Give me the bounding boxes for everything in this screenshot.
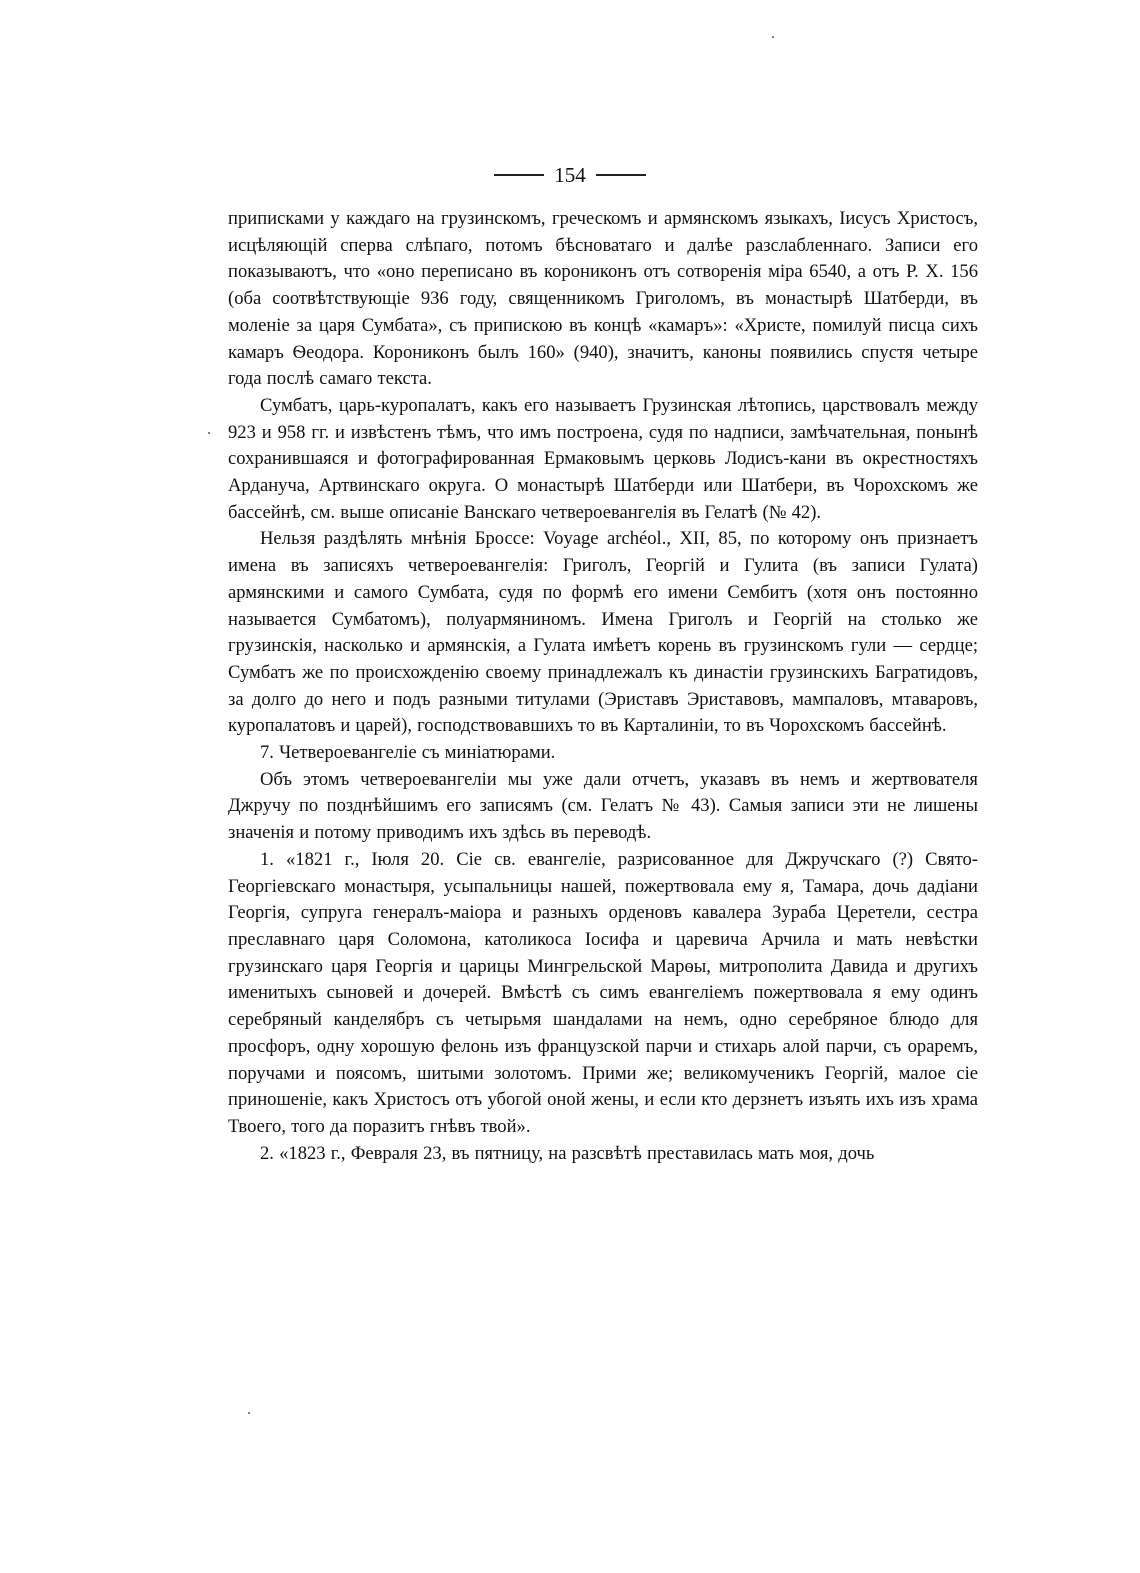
paragraph-3: Нельзя раздѣлять мнѣнія Броссе: Voyage archéol., XII, 85, по которому онъ признаетъ имена въ записяхъ четвероевангелія: Григолъ, Георгій и Гулита (въ записи Гулата) армянскими и самого Сумбата, судя по формѣ его имени Сембитъ (хотя онъ постоянно называется Сумбатомъ), полуармяниномъ. Имена Григолъ и Георгій на столько же грузинскія, насколько и армянскія, а Гулата имѣетъ корень въ грузинскомъ гули — сердце; Сумбатъ же по происхожденію своему принадлежалъ къ династіи грузинскихъ Багратидовъ, за долго до него и подъ разными титулами (Эриставъ Эриставовъ, мампаловъ, мтаваровъ, куропалатовъ и царей), господствовавшихъ то въ Карталиніи, то въ Чорохскомъ бассейнѣ. — [228, 528, 978, 737]
scan-speck — [248, 1412, 250, 1414]
paragraph-1: приписками у каждаго на грузинскомъ, греческомъ и армянскомъ языкахъ, Іисусъ Христосъ, исцѣляющій сперва слѣпаго, потомъ бѣсноватаго и далѣе разслабленнаго. Записи его показываютъ, что «оно переписано въ корониконъ отъ сотворенія міра 6540, а отъ Р. Х. 156 (оба соотвѣтствующіе 936 году, священникомъ Григоломъ, въ монастырѣ Шатберди, въ моленіе за царя Сумбата», съ припискою въ концѣ «камаръ»: «Христе, помилуй писца сихъ камаръ Ѳеодора. Корониконъ былъ 160» (940), значитъ, каноны появились спустя четыре года послѣ самаго текста. — [228, 208, 978, 390]
page-header — [0, 160, 1140, 190]
header-rule-left — [494, 174, 544, 176]
paragraph-6: 2. «1823 г., Февраля 23, въ пятницу, на разсвѣтѣ преставилась мать моя, дочь — [260, 1142, 875, 1164]
paragraph-2: Сумбатъ, царь-куропалатъ, какъ его называетъ Грузинская лѣтопись, царствовалъ между 923 и 958 гг. и извѣстенъ тѣмъ, что имъ построена, судя по надписи, замѣчательная, понынѣ сохранившаяся и фотографированная Ермаковымъ церковь Лодисъ-кани въ окрестностяхъ Ардануча, Артвинскаго округа. О монастырѣ Шатберди или Шатбери, въ Чорохскомъ же бассейнѣ, см. выше описаніе Ванскаго четвероевангелія въ Гелатѣ (№ 42). — [228, 394, 978, 523]
paragraph-5: 1. «1821 г., Іюля 20. Сіе св. евангеліе, разрисованное для Джручскаго (?) Свято-Георгіевскаго монастыря, усыпальницы нашей, пожертвовала ему я, Тамара, дочь дадіани Георгія, супруга генералъ-маіора и разныхъ орденовъ кавалера Зураба Церетели, сестра преславнаго царя Соломона, католикоса Іосифа и царевича Арчила и мать невѣстки грузинскаго царя Георгія и царицы Мингрельской Марѳы, митрополита Давида и другихъ именитыхъ сыновей и дочерей. Вмѣстѣ съ симъ евангеліемъ пожертвовала я ему одинъ серебряный канделябръ съ четырьмя шандалами на немъ, одно серебряное блюдо для просфоръ, одну хорошую фелонь изъ французской парчи и стихарь алой парчи, съ ораремъ, поручами и поясомъ, шитыми золотомъ. Прими же; великомученикъ Георгій, малое сіе приношеніе, какъ Христосъ отъ убогой оной жены, и если кто дерзнетъ изъять ихъ изъ храма Твоего, того да поразитъ гнѣвъ твой». — [228, 848, 978, 1137]
section-heading: 7. Четвероевангеліе съ миніатюрами. — [260, 742, 556, 764]
scan-speck — [208, 432, 210, 434]
page-number: 154 — [554, 162, 586, 187]
body-text — [228, 206, 978, 1167]
scan-speck — [772, 36, 774, 38]
paragraph-4: Объ этомъ четвероевангеліи мы уже дали отчетъ, указавъ въ немъ и жертвователя Джручу по позднѣйшимъ его записямъ (см. Гелатъ № 43). Самыя записи эти не лишены значенія и потому приводимъ ихъ здѣсь въ переводѣ. — [228, 768, 978, 844]
header-rule-right — [596, 174, 646, 176]
